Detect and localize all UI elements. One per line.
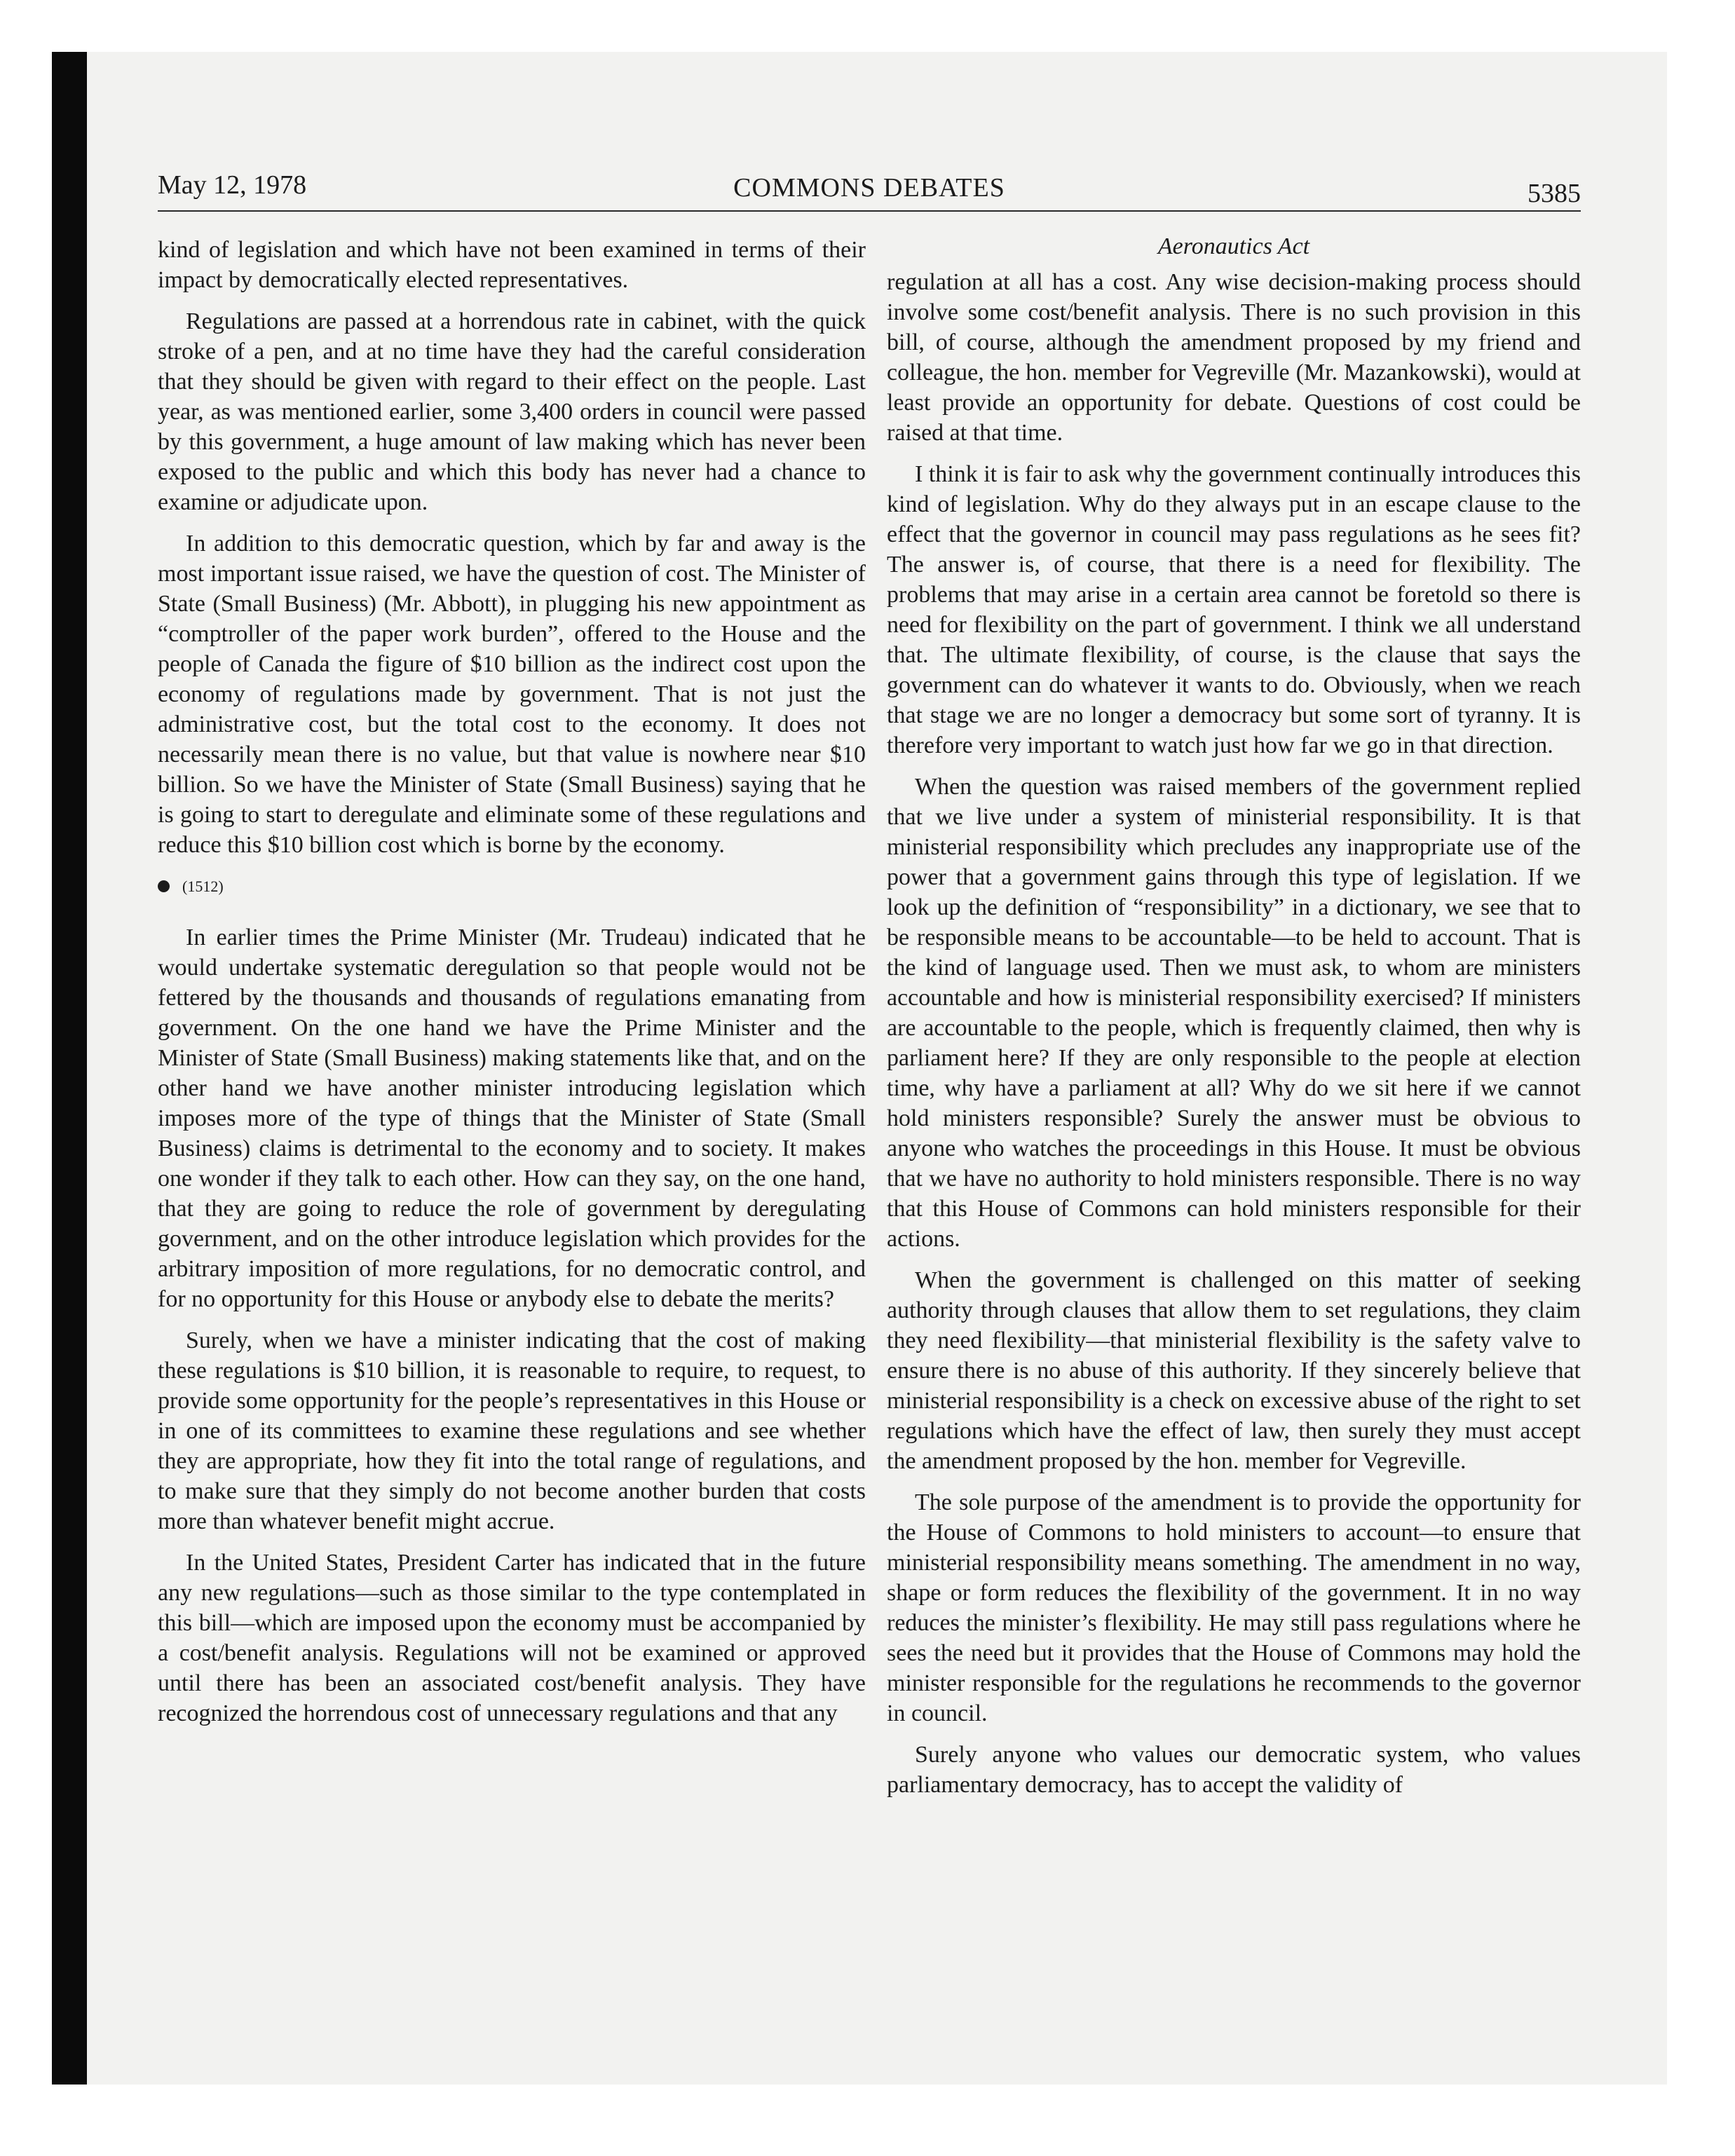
paragraph: In the United States, President Carter has indicated that in the future any new regulations—such as those similar to the type contemplated in this bill—which are imposed upon the economy must be accompanied by a cost/benefit analysis. Regulations will not be examined or approved until there has been an associated cost/benefit analysis. They have recognized the horrendous cost of unnecessary regulations and that any: [158, 1550, 866, 1726]
scan-margin: [0, 0, 52, 2156]
paragraph: I think it is fair to ask why the government continually introduces this kind of legislation. Why do they always put in an escape clause to the effect that the governor in council may pass regulations as he sees fit? The answer is, of course, that there is a need for flexibility. The problems that may arise in a certain area cannot be foretold so there is need for flexibility on the part of government. I think we all understand that. The ultimate flexibility, of course, is the clause that says the government can do whatever it wants to do. Obviously, when we reach that stage we are no longer a democracy but some sort of tyranny. It is therefore very important to watch just how far we go in that direction.: [887, 461, 1581, 758]
right-column: [887, 231, 1581, 1811]
paragraph: regulation at all has a cost. Any wise decision-making process should involve some cost/benefit analysis. There is no such provision in this bill, of course, although the amendment proposed by my friend and colleague, the hon. member for Vegreville (Mr. Mazankowski), would at least provide an opportunity for debate. Questions of cost could be raised at that time.: [887, 269, 1581, 446]
paragraph: In earlier times the Prime Minister (Mr. Trudeau) indicated that he would undertake systematic deregulation so that people would not be fettered by the thousands and thousands of regulations emanating from government. On the one hand we have the Prime Minister and the Minister of State (Small Business) making statements like that, and on the other hand we have another minister introducing legislation which imposes more of the type of things that the Minister of State (Small Business) claims is detrimental to the economy and to society. It makes one wonder if they talk to each other. How can they say, on the one hand, that they are going to reduce the role of government by deregulating government, and on the other introduce legislation which provides for the arbitrary imposition of more regulations, for no democratic control, and for no opportunity for this House or anybody else to debate the merits?: [158, 925, 866, 1312]
time-marker: [158, 871, 866, 901]
scan-edge-bar: [52, 52, 87, 2085]
paragraph: Surely anyone who values our democratic system, who values parliamentary democracy, has to accept the validity of: [887, 1742, 1581, 1798]
paragraph: When the government is challenged on this matter of seeking authority through clauses that allow them to set regulations, they claim they need flexibility—that ministerial flexibility is the safety valve to ensure there is no abuse of this authority. If they sincerely believe that ministerial responsibility is a check on excessive abuse of the right to set regulations which have the effect of law, then surely they must accept the amendment proposed by the hon. member for Vegreville.: [887, 1267, 1581, 1474]
time-marker-label: (1512): [182, 878, 224, 895]
paragraph: kind of legislation and which have not been examined in terms of their impact by democratically elected representatives.: [158, 237, 866, 293]
page-header: [158, 168, 1581, 212]
paragraph: Regulations are passed at a horrendous rate in cabinet, with the quick stroke of a pen, and at no time have they had the careful consideration that they should be given with regard to their effect on the people. Last year, as was mentioned earlier, some 3,400 orders in council were passed by this government, a huge amount of law making which has never been exposed to the public and which this body has never had a chance to examine or adjudicate upon.: [158, 308, 866, 515]
paragraph: Surely, when we have a minister indicating that the cost of making these regulations is $10 billion, it is reasonable to require, to request, to provide some opportunity for the people’s representatives in this House or in one of its committees to examine these regulations and see whether they are appropriate, how they fit into the total range of regulations, and to make sure that they simply do not become another burden that costs more than whatever benefit might accrue.: [158, 1328, 866, 1534]
header-date: May 12, 1978: [158, 170, 307, 200]
paragraph: When the question was raised members of the government replied that we live under a system of ministerial responsibility. It is that ministerial responsibility which precludes any inappropriate use of the power that a government gains through this type of legislation. If we look up the definition of “responsibility” in a dictionary, we see that to be responsible means to be accountable—to be held to account. That is the kind of language used. Then we must ask, to whom are ministers accountable and how is ministerial responsibility exercised? If ministers are accountable to the people, which is frequently claimed, then why is parliament here? If they are only responsible to the people at election time, why have a parliament at all? Why do we sit here if we cannot hold ministers responsible? Surely the answer must be obvious to anyone who watches the proceedings in this House. It must be obvious that we have no authority to hold ministers responsible. There is no way that this House of Commons can hold ministers responsible for their actions.: [887, 774, 1581, 1252]
page-number: 5385: [1528, 179, 1581, 208]
bullet-icon: [158, 880, 170, 892]
running-head: Aeronautics Act: [1157, 233, 1310, 259]
header-title: COMMONS DEBATES: [733, 173, 1005, 203]
paragraph: The sole purpose of the amendment is to provide the opportunity for the House of Commons to hold ministers to account—to ensure that ministerial responsibility means something. The amendment in no way, shape or form reduces the flexibility of the government. It in no way reduces the minister’s flexibility. He may still pass regulations where he sees the need but it provides that the House of Commons may hold the minister responsible for the regulations he recommends to the governor in council.: [887, 1489, 1581, 1726]
paragraph: In addition to this democratic question, which by far and away is the most important issue raised, we have the question of cost. The Minister of State (Small Business) (Mr. Abbott), in plugging his new appointment as “comptroller of the paper work burden”, offered to the House and the people of Canada the figure of $10 billion as the indirect cost upon the economy of regulations made by government. That is not just the administrative cost, but the total cost to the economy. It does not necessarily mean there is no value, but that value is nowhere near $10 billion. So we have the Minister of State (Small Business) saying that he is going to start to deregulate and eliminate some of these regulations and reduce this $10 billion cost which is borne by the economy.: [158, 531, 866, 858]
left-column: [158, 235, 866, 1740]
